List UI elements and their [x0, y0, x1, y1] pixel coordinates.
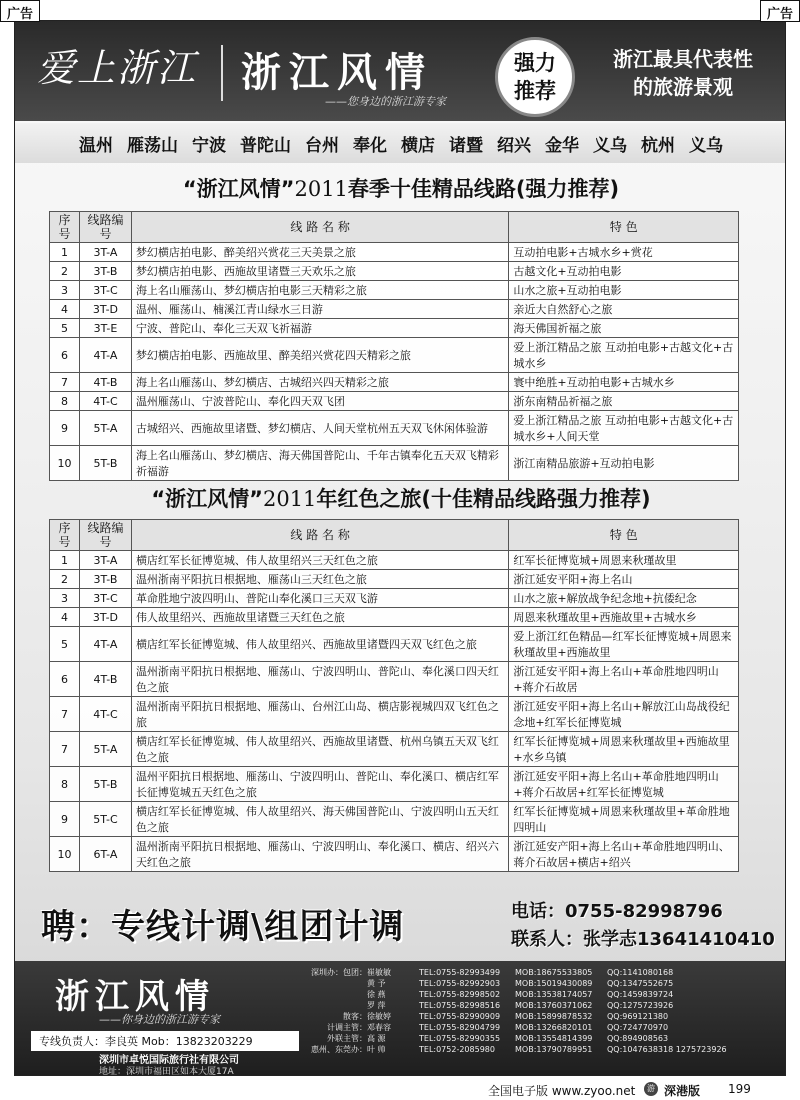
table-row: [50, 300, 739, 319]
contact-mob: MOB:13760371062: [515, 1001, 593, 1010]
route-name: 温州雁荡山、宁波普陀山、奉化四天双飞团: [131, 392, 508, 411]
route-feature: 爱上浙江精品之旅 互动拍电影+古越文化+古城水乡: [509, 338, 739, 373]
route-feature: 浙东南精品祈福之旅: [509, 392, 739, 411]
contact-office: [311, 989, 367, 1000]
route-feature: 浙江延安平阳+海上名山+解放江山岛战役纪念地+红军长征博览城: [509, 697, 739, 732]
table-row: [50, 281, 739, 300]
table-row: [50, 392, 739, 411]
table-row: [50, 627, 739, 662]
advertisement-page: [14, 20, 786, 1076]
route-code: 3T-E: [79, 319, 131, 338]
header-code: 线路编号: [79, 520, 131, 551]
contact-tel: TEL:0755-82993499: [419, 968, 501, 977]
contact-office: 惠州、东莞办：: [311, 1045, 367, 1054]
contact-name: 崔敏敏: [367, 968, 391, 977]
route-code: 5T-B: [79, 767, 131, 802]
red-title-year: 2011: [262, 487, 317, 511]
route-name: 温州浙南平阳抗日根据地、雁荡山、宁波四明山、普陀山、奉化溪口四天红色之旅: [131, 662, 508, 697]
route-name: 横店红军长征博览城、伟人故里绍兴、西施故里诸暨、杭州乌镇五天双飞红色之旅: [131, 732, 508, 767]
hiring-contact: 联系人：张学志13641410410: [511, 929, 775, 950]
route-number: 8: [50, 392, 80, 411]
contact-row: [311, 1000, 785, 1011]
table-header-row: [50, 520, 739, 551]
route-feature: 互动拍电影+古城水乡+赏花: [509, 243, 739, 262]
table-row: [50, 767, 739, 802]
route-name: 温州平阳抗日根据地、雁荡山、宁波四明山、普陀山、奉化溪口、横店红军长征博览城五天红色之旅: [131, 767, 508, 802]
spring-title-rest: 春季十佳精品线路(强力推荐): [347, 177, 620, 201]
contact-name: 邓春容: [367, 1023, 391, 1032]
route-name: 横店红军长征博览城、伟人故里绍兴三天红色之旅: [131, 551, 508, 570]
contact-row: [311, 1022, 785, 1033]
city-item: 台州: [305, 135, 339, 156]
route-code: 6T-A: [79, 837, 131, 872]
route-number: 8: [50, 767, 80, 802]
city-item: 诸暨: [449, 135, 483, 156]
route-name: 革命胜地宁波四明山、普陀山奉化溪口三天双飞游: [131, 589, 508, 608]
route-feature: 红军长征博览城+周恩来秋瑾故里: [509, 551, 739, 570]
route-feature: 红军长征博览城+周恩来秋瑾故里+革命胜地四明山: [509, 802, 739, 837]
route-name: 宁波、普陀山、奉化三天双飞祈福游: [131, 319, 508, 338]
contact-name: 黄 予: [367, 979, 386, 988]
table-row: [50, 732, 739, 767]
route-code: 3T-C: [79, 589, 131, 608]
contact-name: 徐敏婷: [367, 1012, 391, 1021]
route-name: 梦幻横店拍电影、醉美绍兴赏花三天美景之旅: [131, 243, 508, 262]
route-code: 3T-D: [79, 300, 131, 319]
contact-mob: MOB:18675533805: [515, 968, 593, 977]
contact-mob: MOB:13790789951: [515, 1045, 593, 1054]
route-number: 4: [50, 608, 80, 627]
route-code: 3T-B: [79, 570, 131, 589]
route-feature: 爱上浙江精品之旅 互动拍电影+古越文化+古城水乡+人间天堂: [509, 411, 739, 446]
route-code: 4T-A: [79, 338, 131, 373]
contact-qq: QQ:894908563: [607, 1034, 669, 1043]
footer-agency: 深圳市卓悦国际旅行社有限公司: [99, 1055, 239, 1066]
recommend-badge: 强力推荐: [495, 37, 575, 117]
contact-tel: TEL:0755-82992903: [419, 979, 501, 988]
route-name: 海上名山雁荡山、梦幻横店拍电影三天精彩之旅: [131, 281, 508, 300]
footer-slogan: ——你身边的浙江游专家: [99, 1013, 220, 1026]
route-feature: 浙江延安平阳+海上名山+革命胜地四明山+蒋介石故居: [509, 662, 739, 697]
brand-slogan: ——您身边的浙江游专家: [325, 95, 446, 108]
contact-tel: TEL:0752-2085980: [419, 1045, 495, 1054]
route-feature: 山水之旅+互动拍电影: [509, 281, 739, 300]
spring-title: [15, 173, 786, 203]
city-list: [15, 123, 786, 163]
city-item: 雁荡山: [127, 135, 178, 156]
footer-address: 地址：深圳市福田区如本大厦17A: [99, 1067, 234, 1076]
edition-label: 深港版: [664, 1084, 701, 1098]
route-number: 1: [50, 551, 80, 570]
route-code: 4T-C: [79, 697, 131, 732]
contact-tel: TEL:0755-82998516: [419, 1001, 501, 1010]
table-row: [50, 411, 739, 446]
red-title: [15, 483, 786, 513]
spring-route-table: [49, 211, 739, 481]
contact-list: [311, 967, 785, 1055]
spring-title-year: 2011: [294, 177, 348, 201]
red-route-table: [49, 519, 739, 872]
table-row: [50, 446, 739, 481]
route-name: 梦幻横店拍电影、西施故里诸暨三天欢乐之旅: [131, 262, 508, 281]
city-item: 温州: [79, 135, 113, 156]
city-item: 横店: [401, 135, 435, 156]
red-title-quote: “浙江风情”: [151, 487, 263, 511]
contact-name: 叶 帅: [367, 1045, 386, 1054]
contact-mob: MOB:15899878532: [515, 1012, 593, 1021]
route-number: 7: [50, 732, 80, 767]
header-tagline: [593, 45, 773, 101]
route-number: 10: [50, 837, 80, 872]
red-title-rest: 年红色之旅(十佳精品线路强力推荐): [316, 487, 651, 511]
city-item: 绍兴: [497, 135, 531, 156]
hiring-banner: [15, 891, 786, 953]
header-name: 线 路 名 称: [131, 520, 508, 551]
route-name: 温州浙南平阳抗日根据地、雁荡山、宁波四明山、奉化溪口、横店、绍兴六天红色之旅: [131, 837, 508, 872]
city-item: 义乌: [593, 135, 627, 156]
route-code: 4T-A: [79, 627, 131, 662]
table-row: [50, 262, 739, 281]
header-feature: 特 色: [509, 520, 739, 551]
contact-mob: MOB:13554814399: [515, 1034, 593, 1043]
contact-office: [311, 1000, 367, 1011]
table-row: [50, 570, 739, 589]
table-row: [50, 837, 739, 872]
hiring-title: 聘：专线计调\组团计调: [41, 907, 405, 947]
contact-row: [311, 967, 785, 978]
route-number: 2: [50, 262, 80, 281]
route-number: 3: [50, 589, 80, 608]
route-name: 横店红军长征博览城、伟人故里绍兴、海天佛国普陀山、宁波四明山五天红色之旅: [131, 802, 508, 837]
route-number: 10: [50, 446, 80, 481]
table-row: [50, 608, 739, 627]
contact-name: 高 源: [367, 1034, 386, 1043]
contact-row: [311, 1033, 785, 1044]
page-footer-bar: [0, 1080, 800, 1100]
contact-office: 散客：: [343, 1012, 367, 1021]
contact-mob: MOB:13538174057: [515, 990, 593, 999]
route-name: 古城绍兴、西施故里诸暨、梦幻横店、人间天堂杭州五天双飞休闲体验游: [131, 411, 508, 446]
route-feature: 爱上浙江红色精品—红军长征博览城+周恩来秋瑾故里+西施故里: [509, 627, 739, 662]
city-item: 奉化: [353, 135, 387, 156]
header-no: 序号: [50, 520, 80, 551]
contact-qq: QQ:1347552675: [607, 979, 674, 988]
route-name: 伟人故里绍兴、西施故里诸暨三天红色之旅: [131, 608, 508, 627]
route-name: 海上名山雁荡山、梦幻横店、海天佛国普陀山、千年古镇奉化五天双飞精彩祈福游: [131, 446, 508, 481]
route-number: 9: [50, 802, 80, 837]
route-code: 3T-A: [79, 243, 131, 262]
route-code: 4T-B: [79, 373, 131, 392]
contact-office: 外联主管：: [327, 1034, 367, 1043]
route-name: 海上名山雁荡山、梦幻横店、古城绍兴四天精彩之旅: [131, 373, 508, 392]
table-row: [50, 373, 739, 392]
contact-office: 计调主管：: [327, 1023, 367, 1032]
contact-qq: QQ:1275723926: [607, 1001, 674, 1010]
ad-label-left: 广告: [0, 0, 40, 22]
route-name: 横店红军长征博览城、伟人故里绍兴、西施故里诸暨四天双飞红色之旅: [131, 627, 508, 662]
footer: [15, 961, 786, 1076]
website-link[interactable]: 全国电子版 www.zyoo.net: [488, 1084, 636, 1098]
contact-qq: QQ:1459839724: [607, 990, 674, 999]
city-item: 普陀山: [240, 135, 291, 156]
route-feature: 寰中绝胜+互动拍电影+古城水乡: [509, 373, 739, 392]
city-item: 金华: [545, 135, 579, 156]
route-feature: 海天佛国祈福之旅: [509, 319, 739, 338]
contact-name: 徐 燕: [367, 990, 386, 999]
route-feature: 山水之旅+解放战争纪念地+抗倭纪念: [509, 589, 739, 608]
header-name: 线 路 名 称: [131, 212, 508, 243]
route-number: 3: [50, 281, 80, 300]
contact-row: [311, 978, 785, 989]
table-row: [50, 697, 739, 732]
route-number: 7: [50, 373, 80, 392]
site-logo-icon: 游: [644, 1082, 658, 1096]
route-number: 6: [50, 662, 80, 697]
route-code: 3T-D: [79, 608, 131, 627]
contact-row: [311, 1044, 785, 1055]
contact-qq: QQ:969121380: [607, 1012, 669, 1021]
table-row: [50, 802, 739, 837]
route-number: 4: [50, 300, 80, 319]
route-feature: 古越文化+互动拍电影: [509, 262, 739, 281]
route-number: 2: [50, 570, 80, 589]
table-row: [50, 338, 739, 373]
contact-tel: TEL:0755-82990909: [419, 1012, 501, 1021]
header-feature: 特 色: [509, 212, 739, 243]
route-code: 5T-A: [79, 732, 131, 767]
ad-label-right: 广告: [760, 0, 800, 22]
footer-brand: 浙江风情: [55, 977, 215, 1017]
route-number: 6: [50, 338, 80, 373]
contact-row: [311, 1011, 785, 1022]
header-code: 线路编号: [79, 212, 131, 243]
city-item: 义乌: [689, 135, 723, 156]
tagline-line-2: 的旅游景观: [633, 75, 733, 99]
contact-office: 深圳办：包团：: [311, 968, 367, 977]
route-number: 9: [50, 411, 80, 446]
route-feature: 浙江延安平阳+海上名山+革命胜地四明山+蒋介石故居+红军长征博览城: [509, 767, 739, 802]
table-row: [50, 662, 739, 697]
header-banner: [15, 21, 786, 121]
page-number: 199: [728, 1082, 751, 1096]
route-number: 5: [50, 627, 80, 662]
route-code: 3T-A: [79, 551, 131, 570]
route-code: 5T-C: [79, 802, 131, 837]
contact-office: [311, 978, 367, 989]
route-number: 5: [50, 319, 80, 338]
header-no: 序号: [50, 212, 80, 243]
route-feature: 亲近大自然舒心之旅: [509, 300, 739, 319]
tagline-line-1: 浙江最具代表性: [613, 47, 753, 71]
contact-qq: QQ:1047638318 1275723926: [607, 1045, 727, 1054]
table-row: [50, 589, 739, 608]
divider: [221, 45, 223, 101]
route-code: 4T-B: [79, 662, 131, 697]
table-header-row: [50, 212, 739, 243]
route-feature: 浙江南精品旅游+互动拍电影: [509, 446, 739, 481]
spring-title-quote: “浙江风情”: [182, 177, 295, 201]
route-name: 温州浙南平阳抗日根据地、雁荡山、台州江山岛、横店影视城四双飞红色之旅: [131, 697, 508, 732]
route-feature: 浙江延安平阳+海上名山: [509, 570, 739, 589]
contact-mob: MOB:15019430089: [515, 979, 593, 988]
city-item: 杭州: [641, 135, 675, 156]
city-item: 宁波: [192, 135, 226, 156]
route-name: 温州、雁荡山、楠溪江青山绿水三日游: [131, 300, 508, 319]
contact-qq: QQ:724770970: [607, 1023, 669, 1032]
contact-tel: TEL:0755-82904799: [419, 1023, 501, 1032]
route-number: 1: [50, 243, 80, 262]
route-code: 5T-B: [79, 446, 131, 481]
contact-name: 罗 萍: [367, 1001, 386, 1010]
contact-mob: MOB:13266820101: [515, 1023, 593, 1032]
logo: 爱上浙江: [37, 46, 198, 90]
route-feature: 周恩来秋瑾故里+西施故里+古城水乡: [509, 608, 739, 627]
table-row: [50, 243, 739, 262]
brand-title: 浙江风情: [241, 50, 433, 96]
contact-tel: TEL:0755-82998502: [419, 990, 501, 999]
route-feature: 红军长征博览城+周恩来秋瑾故里+西施故里+水乡乌镇: [509, 732, 739, 767]
route-code: 3T-C: [79, 281, 131, 300]
route-feature: 浙江延安产阳+海上名山+革命胜地四明山、蒋介石故居+横店+绍兴: [509, 837, 739, 872]
table-row: [50, 551, 739, 570]
route-code: 4T-C: [79, 392, 131, 411]
contact-qq: QQ:1141080168: [607, 968, 674, 977]
route-code: 3T-B: [79, 262, 131, 281]
hiring-phone: 电话：0755-82998796: [511, 901, 723, 922]
contact-row: [311, 989, 785, 1000]
route-name: 梦幻横店拍电影、西施故里、醉美绍兴赏花四天精彩之旅: [131, 338, 508, 373]
footer-manager: 专线负责人：李良英 Mob：13823203229: [31, 1031, 299, 1051]
table-row: [50, 319, 739, 338]
route-code: 5T-A: [79, 411, 131, 446]
route-name: 温州浙南平阳抗日根据地、雁荡山三天红色之旅: [131, 570, 508, 589]
route-number: 7: [50, 697, 80, 732]
contact-tel: TEL:0755-82990355: [419, 1034, 501, 1043]
